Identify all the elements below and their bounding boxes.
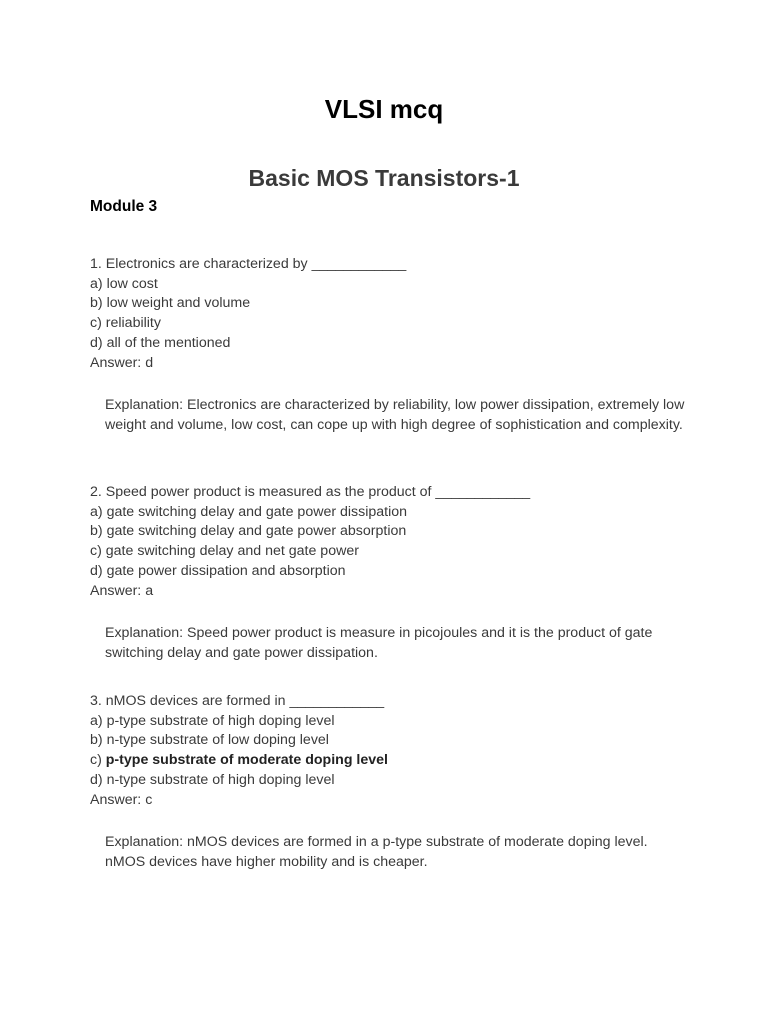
option-prefix: a)	[90, 275, 107, 292]
option-c	[90, 542, 690, 562]
option-a	[90, 503, 690, 523]
option-b	[90, 522, 690, 542]
option-text: n-type substrate of high doping level	[106, 771, 335, 788]
module-label: Module 3	[90, 198, 158, 215]
explanation-2: Explanation: Speed power product is measure in picojoules and it is the product of gate switching delay and gate power dissipation.	[105, 625, 653, 661]
explanation-1: Explanation: Electronics are characterized by reliability, low power dissipation, extremely low weight and volume, low cost, can cope up with high degree of sophistication and complexity.	[105, 397, 685, 433]
answer-line: Answer: c	[90, 791, 153, 808]
question-text: 1. Electronics are characterized by ____________	[90, 256, 407, 272]
section-title: Basic MOS Transistors-1	[248, 165, 520, 191]
option-prefix: a)	[90, 712, 107, 729]
question-text: 2. Speed power product is measured as the product of ____________	[90, 484, 531, 500]
option-d	[90, 562, 690, 582]
option-prefix: a)	[90, 503, 107, 520]
option-text: gate power dissipation and absorption	[106, 562, 346, 579]
answer-line: Answer: d	[90, 354, 154, 371]
option-b	[90, 731, 690, 751]
question-text: 3. nMOS devices are formed in ____________	[90, 693, 385, 709]
option-d	[90, 771, 690, 791]
option-b	[90, 294, 690, 314]
option-text: gate switching delay and net gate power	[105, 543, 359, 560]
question-1	[90, 255, 690, 373]
option-prefix: c)	[90, 752, 106, 769]
option-text: p-type substrate of high doping level	[106, 712, 335, 729]
document-title: VLSI mcq	[324, 94, 444, 124]
option-prefix: c)	[90, 315, 106, 332]
option-text: low weight and volume	[106, 295, 251, 312]
option-prefix: d)	[90, 771, 107, 788]
option-prefix: b)	[90, 732, 107, 749]
option-text: p-type substrate of moderate doping level	[105, 752, 388, 769]
answer-line: Answer: a	[90, 582, 154, 599]
option-text: low cost	[106, 275, 158, 292]
option-d	[90, 334, 690, 354]
option-text: reliability	[105, 315, 161, 332]
question-3	[90, 692, 690, 810]
option-prefix: b)	[90, 523, 107, 540]
option-prefix: c)	[90, 543, 106, 560]
option-prefix: d)	[90, 562, 107, 579]
option-prefix: d)	[90, 334, 107, 351]
option-text: all of the mentioned	[106, 334, 231, 351]
option-text: gate switching delay and gate power dissipation	[106, 503, 408, 520]
option-a	[90, 275, 690, 295]
explanation-3: Explanation: nMOS devices are formed in a p-type substrate of moderate doping level. nMOS devices have higher mobility and is cheaper.	[105, 834, 648, 870]
option-text: n-type substrate of low doping level	[106, 732, 329, 749]
option-prefix: b)	[90, 295, 107, 312]
option-c	[90, 314, 690, 334]
question-2	[90, 483, 690, 601]
option-c	[90, 751, 690, 771]
option-text: gate switching delay and gate power absorption	[106, 523, 407, 540]
option-a	[90, 712, 690, 732]
